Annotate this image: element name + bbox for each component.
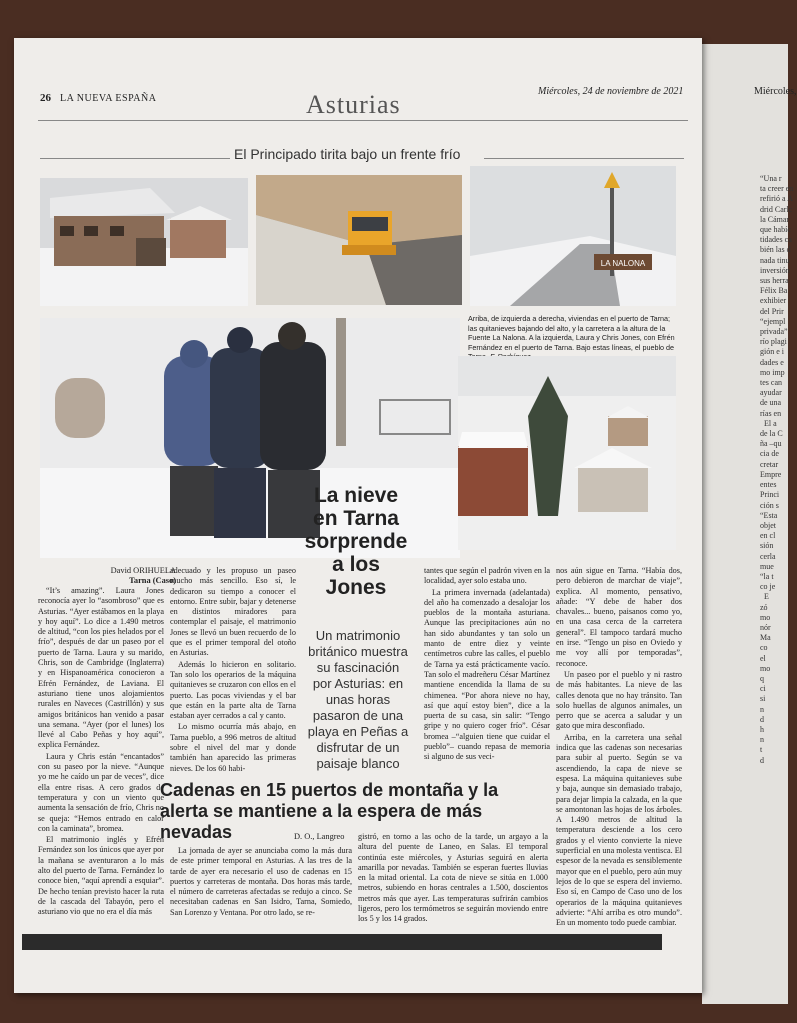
header-rule	[38, 120, 688, 121]
article-column-3	[424, 566, 550, 764]
adjacent-page-text: “Una r ta creer en refirió a A drid Carlc la Cámar que habíc tidades ca bién las d nada tinu inversión sus herra Félix Ba exhibier del Prir “ejempl privada” río plagi gión e i dades e mo imp tes can ayudar de una rías en El a de la C ña –qu cia de cretar Empre entes Princi ción s “Esta objet en cl sión cerla mue “la t co je E zó mo nór Ma co el mo q ci si n d h n t d	[760, 174, 794, 765]
article-column-4	[556, 566, 682, 929]
secondary-byline: D. O., Langreo	[294, 832, 345, 841]
issue-date: Miércoles, 24 de noviembre de 2021	[538, 86, 684, 97]
banner-rule-left	[40, 158, 230, 159]
photo-caption	[468, 314, 680, 362]
photo-snowplow	[256, 175, 462, 305]
secondary-column-a	[170, 846, 352, 919]
paragraph: adecuado y les propuso un paseo mucho más sencillo. Eso sí, le dedicaron su tiempo a conocer el entorno. Entre subir, bajar y detenerse en distintos miradores para contemplar el paisaje, el matrimonio Jones se llevó un buen recuerdo de lo que es el primer temporal del otoño en Asturias.	[170, 566, 296, 658]
article-column-1	[38, 586, 164, 919]
photo-tarna-village	[458, 356, 676, 550]
article-deck: Un matrimonio británico muestra su fascinación por Asturias: en unas horas pasaron de una playa en Peñas a disfrutar de un paisaje blanco	[307, 628, 409, 771]
paragraph: Un paseo por el pueblo y ni rastro de más habitantes. La nieve de las calles denota que no hay tránsito. Tan solo huellas de algunos animales, un perro que se acerca a saludar y un gato que mira desconfiado.	[556, 669, 682, 731]
paragraph: Lo mismo ocurría más abajo, en Tarna pueblo, a 996 metros de altitud sobre el nivel del mar y donde también han aparecido las primeras nieves. De los 60 habi-	[170, 722, 296, 773]
photo-houses	[40, 178, 248, 306]
byline	[76, 566, 176, 586]
road-sign-text: LA NALONA	[600, 259, 646, 268]
photo-road-sign	[470, 166, 676, 306]
adjacent-page-date: Miércoles,	[754, 86, 797, 97]
paragraph: El matrimonio inglés y Efrén Fernández son los únicos que ayer por la mañana se aventuraron a lo más alto del puerto de Tarna. Fernández lo conoce bien, “aquí aprendí a esquiar”. De hecho tenían previsto hacer la ruta de la cascada del Tabayón, pero el asturiano vio que no era el día más	[38, 835, 164, 917]
paragraph: La jornada de ayer se anunciaba como la más dura de este primer temporal en Asturias. A las tres de la tarde de ayer era necesario el uso de cadenas en 15 puertos y carreteras de montaña. Dos horas más tarde, el número de carreteras afectadas se redujo a cinco. Se necesitaban cadenas en San Isidro, Tarna, Somiedo, San Lorenzo y Ventana. Por otro lado, se re-	[170, 846, 352, 917]
page-number: 26	[40, 92, 51, 104]
caption-text: Arriba, de izquierda a derecha, viviendas en el puerto de Tarna; las quitanieves bajando del alto, y la carretera a la altura de la Fuente La Nalona. A la izquierda, Laura y Chris Jones, con Efrén Fernández en el puerto de Tarna. Bajo estas líneas, el pueblo de	[468, 314, 675, 352]
paragraph: nos aún sigue en Tarna. “Había dos, pero debieron de marchar de viaje”, explica. Al momento, pensativo, añade: “Y debe de haber dos chavales... bueno, paisanos como yo, en una casa cerca de la carretera general”. El tampoco tardará mucho en irse. “Tengo un piso en Oviedo y me voy allí por temporadas”, reconoce.	[556, 566, 682, 668]
byline-dateline: Tarna (Caso)	[129, 576, 176, 585]
byline-author: David ORIHUELA	[110, 566, 176, 575]
banner-title: El Principado tirita bajo un frente frío	[234, 146, 461, 162]
paper-name: LA NUEVA ESPAÑA	[60, 93, 157, 104]
paragraph: La primera invernada (adelantada) del año ha comenzado a desalojar los pueblos de la montaña asturiana. Aunque las precipitaciones aún no han sido abundantes y tan solo un manto de entre diez y veinte centímetros cubre las calles, el pueblo de Tarna ya está prácticamente vacío. Tan solo el madreñeru César Martínez mantiene encendida la llama de su chimenea. “Por ahora nieve no hay, así que aquí estoy bien”, dice a la puerta de su casa, sin salir: “Tengo gripe y no quiero coger frío”. César bromea –“alguien tiene que cuidar el pueblo”– cuando repasa de memoria si alguno de sus veci-	[424, 587, 550, 762]
paragraph: gistró, en torno a las ocho de la tarde, un argayo a la altura del puente de Laneo, en Salas. El temporal continúa este miércoles, y Asturias seguirá en alerta amarilla por nevadas. También se esperan fuertes lluvias en la mitad oriental. La cota de nieve se sitúa en 1.000 metros, subiendo en horas centrales a 1.500, doscientos metros más que ayer. Las temperaturas sufrirán cambios ligeros, pero los termómetros se seguirán moviendo entre los 5 y los 14 grados.	[358, 832, 548, 924]
article-column-2	[170, 566, 296, 775]
paragraph: tantes que según el padrón viven en la localidad, ayer solo estaba uno.	[424, 566, 550, 586]
secondary-headline: Cadenas en 15 puertos de montaña y la alerta se mantiene a la espera de más nevadas	[160, 780, 499, 842]
paragraph: “It’s amazing”. Laura Jones reconocía ayer lo “asombroso” que es Asturias. “Ayer estábamos en la playa y hoy aquí”. Lo dice a 1.490 metros de altitud, “con los pies helados por el frío”, después de dar un paseo por el puerto de Tarna. Laura y su marido, Chris, son de Cambridge (Inglaterra) y en Hispanoamérica conocieron a Efrén Fernández, de Laviana. El asturiano tiene unos alojamientos rurales en Naveces (Castrillón) y sus amigos británicos han venido a pasar una semana. “Ayer (por el lunes) los llevé al Cabo Peñas y hoy aquí”, explica Fernández.	[38, 586, 164, 750]
newspaper-page	[14, 38, 702, 993]
paragraph: Además lo hicieron en solitario. Tan solo los operarios de la máquina quitanieves se cruzaron con ellos en el puerto. Las pocas viviendas y el bar que están en la parte alta de Tarna estaban ayer cerrados a cal y canto.	[170, 659, 296, 721]
bottom-bar	[22, 934, 662, 950]
section-title: Asturias	[306, 90, 401, 119]
paragraph: Laura y Chris están “encantados” con su paseo por la nieve. “Aunque yo me he caído un par de veces”, dice ella entre risas. A cero grados de temperatura y con un viento que aumenta la sensación de frío, Chris no se queja: “Hemos entrado en calor con la caminata”, bromea.	[38, 751, 164, 833]
paragraph: Arriba, en la carretera una señal indica que las cadenas son necesarias para subir al puerto. Según se va ascendiendo, la capa de nieve se espesa. La máquina quitanieves sube y baja, aunque sin demasiado trabajo, para dejar limpia la calzada, en la que se amontonan las hojas de los árboles. A 1.490 metros de altitud la temperatura desciende a los cero grados y el viento convierte la nieve superficial en una molesta ventisca. El espesor de la nevada es sensiblemente mayor que en el pueblo, pero aún muy lejos de lo que se espera del invierno. Eso sí, en Campo de Caso uno de los operarios de la máquina quitanieves advierte: “Ahí arriba es otro mundo”. En un momento todo puede cambiar.	[556, 732, 682, 928]
article-title: La nieve en Tarna sorprende a los Jones	[304, 484, 408, 599]
secondary-column-b	[358, 832, 548, 926]
banner-rule-right	[484, 158, 684, 159]
adjacent-page	[702, 44, 797, 1004]
